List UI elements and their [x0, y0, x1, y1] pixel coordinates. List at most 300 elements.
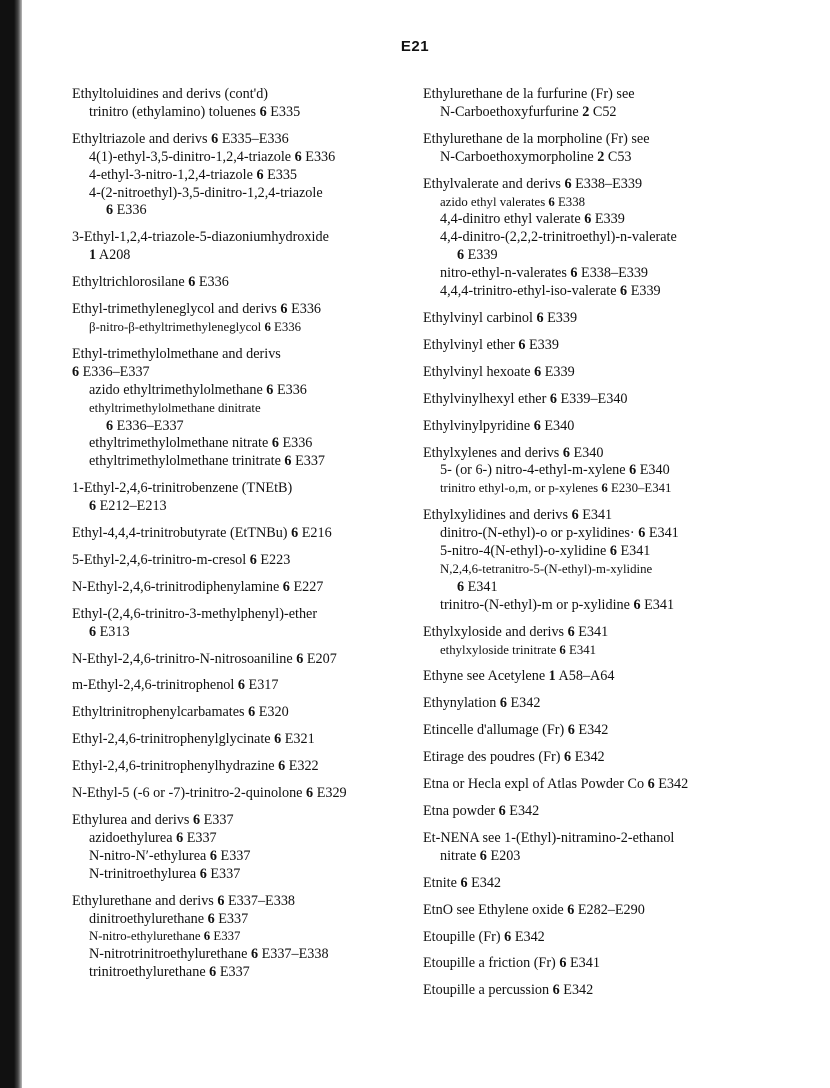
volume-number: 6: [504, 928, 512, 945]
index-entry: [423, 830, 808, 866]
page-reference: E336–E337: [116, 417, 184, 434]
volume-number: 6: [237, 677, 245, 694]
entry-heading: [423, 929, 808, 947]
volume-number: 6: [106, 202, 114, 219]
index-entry: [72, 893, 424, 983]
entry-term: 4,4-dinitro ethyl valerate: [440, 211, 581, 228]
index-entry: [423, 86, 808, 122]
page-reference: E342: [574, 749, 605, 766]
page-reference: E339–E340: [560, 390, 628, 407]
volume-number: 6: [296, 650, 304, 667]
entry-term: Et-NENA see 1-(Ethyl)-nitramino-2-ethanol: [423, 829, 675, 846]
entry-subline: [423, 462, 808, 480]
volume-number: 6: [638, 525, 646, 542]
index-entry: [423, 310, 808, 328]
volume-number: 6: [250, 946, 259, 963]
page-reference: E337: [210, 865, 241, 882]
entry-heading: [423, 830, 808, 848]
volume-number: 6: [249, 551, 257, 568]
page-reference: E207: [306, 650, 337, 667]
page-reference: E282–E290: [577, 901, 645, 918]
page-reference: E329: [316, 785, 347, 802]
volume-number: 6: [264, 319, 271, 334]
page-reference: E227: [293, 578, 324, 595]
index-entry: [423, 929, 808, 947]
entry-term: Ethyltoluidines and derivs (cont'd): [72, 86, 269, 102]
page-reference: E341: [648, 525, 679, 542]
entry-term: N-nitro-N′-ethylurea: [89, 847, 207, 864]
index-column-right: [423, 86, 808, 1000]
entry-heading: [72, 677, 424, 695]
volume-number: 6: [629, 462, 637, 479]
index-entry: [423, 418, 808, 436]
volume-number: 6: [620, 283, 628, 300]
volume-number: 6: [559, 642, 566, 657]
entry-subline: [423, 642, 808, 660]
page-reference: E336–E337: [82, 363, 150, 380]
entry-term: N-Carboethoxyfurfurine: [440, 103, 579, 120]
entry-heading: [72, 274, 424, 292]
entry-heading: [72, 229, 424, 247]
volume-number: 6: [567, 901, 575, 918]
entry-subline: [423, 229, 808, 247]
entry-term: ethylxyloside trinitrate: [440, 642, 557, 657]
entry-term: 5-nitro-4(N-ethyl)-o-xylidine: [440, 543, 607, 560]
entry-subline: [72, 624, 424, 642]
index-entry: [423, 695, 808, 713]
entry-subline: [72, 964, 424, 982]
volume-number: 6: [89, 623, 97, 640]
entry-term: Ethyl-4,4,4-trinitrobutyrate (EtTNBu): [72, 525, 288, 542]
entry-heading: [423, 391, 808, 409]
page-reference: E337–E338: [228, 892, 296, 909]
page-reference: E335–E336: [221, 130, 289, 147]
entry-term: trinitro ethyl-o,m, or p-xylenes: [440, 481, 599, 496]
entry-heading: [423, 902, 808, 920]
volume-number: 6: [203, 929, 211, 944]
entry-term: Ethyl-2,4,6-trinitrophenylhydrazine: [72, 758, 275, 775]
page-reference: E337: [213, 929, 241, 944]
entry-heading: [423, 131, 808, 149]
entry-term: N,2,4,6-tetranitro-5-(N-ethyl)-m-xylidine: [440, 561, 653, 576]
entry-heading: [72, 131, 424, 149]
entry-heading: [72, 579, 424, 597]
entry-term: Ethylvinyl hexoate: [423, 363, 531, 380]
index-entry: [72, 812, 424, 884]
volume-number: 6: [549, 390, 557, 407]
entry-subline: [423, 283, 808, 301]
entry-term: ethyltrimethylolmethane dinitrate: [89, 400, 261, 415]
volume-number: 6: [633, 596, 641, 613]
index-entry: [72, 785, 424, 803]
page-reference: E338–E339: [581, 265, 649, 282]
entry-heading: [423, 749, 808, 767]
volume-number: 6: [570, 265, 578, 282]
page-reference: E223: [260, 551, 291, 568]
volume-number: 6: [278, 758, 286, 775]
entry-term: 3-Ethyl-1,2,4-triazole-5-diazoniumhydroxide: [72, 229, 329, 246]
volume-number: 6: [282, 578, 290, 595]
entry-term: m-Ethyl-2,4,6-trinitrophenol: [72, 677, 235, 694]
index-entry: [423, 749, 808, 767]
entry-heading: [423, 695, 808, 713]
page-reference: E340: [573, 444, 604, 461]
page-reference: E338–E339: [575, 175, 643, 192]
entry-term: 1-Ethyl-2,4,6-trinitrobenzene (TNEtB): [72, 480, 293, 497]
entry-subline: [72, 167, 424, 185]
entry-term: Etoupille (Fr): [423, 928, 501, 945]
entry-term: N-Carboethoxymorpholine: [440, 148, 594, 165]
entry-heading: [423, 364, 808, 382]
index-entry: [423, 507, 808, 614]
index-entry: [423, 902, 808, 920]
entry-heading: [72, 301, 424, 319]
index-entry: [72, 525, 424, 543]
entry-term: 4,4,4-trinitro-ethyl-iso-valerate: [440, 283, 617, 300]
volume-number: 6: [271, 435, 279, 452]
index-entry: [72, 704, 424, 722]
volume-number: 6: [609, 543, 617, 560]
page-reference: E342: [471, 874, 502, 891]
volume-number: 6: [280, 301, 288, 318]
page-reference: E320: [258, 704, 289, 721]
page-reference: A58–A64: [558, 668, 615, 685]
entry-term: Etirage des poudres (Fr): [423, 749, 561, 766]
entry-subline: [72, 319, 424, 337]
index-entry: [423, 445, 808, 499]
entry-term: N-Ethyl-2,4,6-trinitro-N-nitrosoaniline: [72, 650, 293, 667]
entry-term: Ethylurethane de la morpholine (Fr) see: [423, 130, 650, 147]
entry-term: trinitro-(N-ethyl)-m or p-xylidine: [440, 596, 630, 613]
index-entry: [72, 758, 424, 776]
page-reference: E321: [284, 731, 315, 748]
volume-number: 6: [564, 749, 572, 766]
page-reference: E336: [274, 319, 302, 334]
entry-subline: [72, 185, 424, 203]
volume-number: 6: [209, 964, 217, 981]
entry-term: ethyltrimethylolmethane trinitrate: [89, 453, 281, 470]
entry-heading: [423, 722, 808, 740]
page-reference: E339: [529, 336, 559, 353]
page-reference: E341: [569, 642, 597, 657]
page-reference: E336: [116, 202, 147, 219]
entry-term: N-trinitroethylurea: [89, 865, 197, 882]
index-entry: [72, 274, 424, 292]
volume-number: 6: [266, 381, 274, 398]
page-reference: E342: [578, 722, 609, 739]
volume-number: 6: [284, 453, 292, 470]
entry-term: Etna powder: [423, 803, 496, 819]
volume-number: 6: [567, 623, 575, 640]
volume-number: 6: [559, 955, 567, 972]
volume-number: 6: [89, 498, 97, 515]
entry-subline: [72, 453, 424, 471]
entry-subline: [72, 400, 424, 418]
entry-term: Etoupille a friction (Fr): [423, 955, 556, 972]
entry-heading: [72, 704, 424, 722]
entry-subline: [72, 149, 424, 167]
page-reference: E339: [594, 211, 625, 228]
entry-subline: [423, 597, 808, 615]
page-reference: E337: [218, 910, 249, 927]
index-column-left: [72, 86, 424, 982]
entry-subline: [72, 382, 424, 400]
entry-heading: [423, 507, 808, 525]
entry-heading: [423, 875, 808, 893]
entry-subline: [72, 830, 424, 848]
entry-term: Ethylxylenes and derivs: [423, 444, 560, 461]
entry-subline: [423, 525, 808, 543]
entry-term: N-Ethyl-2,4,6-trinitrodiphenylamine: [72, 578, 280, 595]
entry-subline: [72, 866, 424, 884]
page-reference: E341: [644, 596, 675, 613]
entry-heading: [72, 552, 424, 570]
page-reference: E342: [509, 803, 540, 819]
volume-number: 6: [584, 211, 592, 228]
entry-subline: [423, 543, 808, 561]
index-entry: [423, 337, 808, 355]
entry-term: 5- (or 6-) nitro-4-ethyl-m-xylene: [440, 462, 626, 479]
entry-subline: [423, 247, 808, 265]
volume-number: 6: [460, 874, 468, 891]
page-reference: E336: [282, 435, 313, 452]
entry-term: Ethylxylidines and derivs: [423, 507, 569, 524]
page-reference: E336: [305, 148, 336, 165]
entry-term: azidoethylurea: [89, 829, 173, 846]
volume-number: 6: [306, 785, 314, 802]
volume-number: 6: [274, 731, 282, 748]
page-reference: A208: [98, 247, 131, 264]
page-reference: E340: [639, 462, 670, 479]
page-reference: E322: [288, 758, 319, 775]
page-reference: E335: [267, 166, 298, 183]
page-binding-shadow: [0, 0, 22, 1088]
index-entry: [72, 606, 424, 642]
volume-number: 6: [457, 247, 465, 264]
index-entry: [72, 346, 424, 471]
volume-number: 2: [582, 103, 590, 120]
page-reference: E339: [547, 309, 578, 326]
page-reference: E336: [198, 274, 229, 291]
volume-number: 6: [564, 175, 572, 192]
entry-term: trinitro (ethylamino) toluenes: [89, 103, 257, 120]
entry-term: Ethylvinyl carbinol: [423, 309, 533, 326]
volume-number: 6: [209, 847, 217, 864]
entry-term: Ethyl-2,4,6-trinitrophenylglycinate: [72, 731, 271, 748]
entry-subline: [72, 418, 424, 436]
entry-term: Ethylurethane de la furfurine (Fr) see: [423, 86, 635, 102]
entry-term: azido ethyl valerates: [440, 194, 546, 209]
page-reference: E337: [295, 453, 326, 470]
entry-term: β-nitro-β-ethyltrimethyleneglycol: [89, 319, 262, 334]
entry-heading: [72, 606, 424, 624]
entry-heading: [72, 893, 424, 911]
volume-number: 6: [211, 130, 219, 147]
entry-heading: [423, 176, 808, 194]
entry-heading: [423, 982, 808, 1000]
index-entry: [423, 668, 808, 686]
entry-term: Ethylvinyl ether: [423, 336, 515, 353]
entry-subline: [423, 848, 808, 866]
entry-heading: [423, 668, 808, 686]
index-entry: [72, 301, 424, 337]
entry-subline: [72, 202, 424, 220]
index-entry: [72, 480, 424, 516]
entry-term: dinitroethylurethane: [89, 910, 205, 927]
entry-term: Ethylurethane and derivs: [72, 892, 214, 909]
page-reference: E337: [219, 964, 250, 981]
entry-term: Ethynylation: [423, 695, 497, 712]
volume-number: 6: [567, 722, 575, 739]
entry-heading: [423, 337, 808, 355]
index-entry: [72, 677, 424, 695]
volume-number: 6: [518, 336, 526, 353]
volume-number: 6: [647, 776, 655, 793]
entry-heading: [72, 731, 424, 749]
volume-number: 1: [548, 668, 556, 685]
entry-heading: [423, 310, 808, 328]
entry-heading: [423, 776, 808, 794]
entry-heading: [423, 418, 808, 436]
page-header: E21: [400, 38, 430, 55]
volume-number: 6: [106, 417, 114, 434]
entry-subline: [423, 265, 808, 283]
page-reference: E230–E341: [610, 481, 672, 496]
volume-number: 6: [601, 481, 608, 496]
entry-subline: [423, 104, 808, 122]
volume-number: 2: [597, 148, 605, 165]
entry-subline: [72, 946, 424, 964]
entry-term: ethyltrimethylolmethane nitrate: [89, 435, 269, 452]
entry-subline: [72, 247, 424, 265]
entry-heading: [72, 480, 424, 498]
volume-number: 1: [89, 247, 97, 264]
index-entry: [72, 86, 424, 122]
page-reference: E341: [578, 623, 609, 640]
index-entry: [423, 364, 808, 382]
page-reference: E313: [99, 623, 130, 640]
entry-subline: [72, 928, 424, 946]
page-reference: E203: [490, 847, 521, 864]
volume-number: 6: [256, 166, 264, 183]
entry-term: Ethylurea and derivs: [72, 812, 190, 828]
page-reference: E337: [186, 829, 217, 846]
entry-term: Etincelle d'allumage (Fr): [423, 722, 565, 739]
entry-term: nitrate: [440, 847, 477, 864]
entry-heading: [423, 86, 808, 104]
entry-term: Ethylxyloside and derivs: [423, 623, 565, 640]
volume-number: 6: [499, 695, 507, 712]
entry-term: Ethyltriazole and derivs: [72, 130, 208, 147]
entry-term: N-Ethyl-5 (-6 or -7)-trinitro-2-quinolone: [72, 785, 303, 802]
index-entry: [72, 552, 424, 570]
page-reference: E339: [544, 363, 575, 380]
page-reference: E339: [630, 283, 661, 300]
entry-term: azido ethyltrimethylolmethane: [89, 381, 263, 398]
entry-term: N-nitrotrinitroethylurethane: [89, 946, 248, 963]
entry-subline: [72, 848, 424, 866]
entry-term: N-nitro-ethylurethane: [89, 929, 201, 944]
entry-term: 5-Ethyl-2,4,6-trinitro-m-cresol: [72, 551, 247, 568]
volume-number: 6: [498, 803, 506, 819]
entry-term: Ethyl-trimethyleneglycol and derivs: [72, 301, 277, 318]
page-reference: E337–E338: [261, 946, 329, 963]
entry-subline: [423, 149, 808, 167]
entry-term: Ethyl-(2,4,6-trinitro-3-methylphenyl)-ether: [72, 605, 318, 622]
entry-subline: [423, 480, 808, 498]
page-reference: E317: [248, 677, 279, 694]
entry-heading: [72, 758, 424, 776]
page-reference: E342: [510, 695, 541, 712]
entry-term: dinitro-(N-ethyl)-o or p-xylidines·: [440, 525, 635, 542]
volume-number: 6: [176, 829, 184, 846]
entry-heading: [423, 955, 808, 973]
volume-number: 6: [552, 982, 560, 999]
index-entry: [423, 982, 808, 1000]
volume-number: 6: [534, 363, 542, 380]
page-reference: E335: [270, 103, 301, 120]
volume-number: 6: [294, 148, 302, 165]
volume-number: 6: [548, 194, 555, 209]
volume-number: 6: [259, 103, 267, 120]
index-entry: [423, 176, 808, 301]
page-reference: E342: [658, 776, 689, 793]
page-reference: E337: [220, 847, 251, 864]
index-entry: [423, 391, 808, 409]
page-reference: E337: [203, 812, 234, 828]
entry-term: Ethyne see Acetylene: [423, 668, 546, 685]
entry-heading: [72, 86, 424, 104]
index-entry: [423, 875, 808, 893]
volume-number: 6: [207, 910, 215, 927]
entry-term: Ethyltrichlorosilane: [72, 274, 185, 291]
entry-subline: [72, 364, 424, 382]
page-reference: E338: [557, 194, 585, 209]
entry-term: Ethylvinylhexyl ether: [423, 390, 547, 407]
index-entry: [423, 955, 808, 973]
entry-heading: [423, 624, 808, 642]
volume-number: 6: [562, 444, 570, 461]
volume-number: 6: [188, 274, 196, 291]
volume-number: 6: [533, 417, 541, 434]
page-reference: E340: [544, 417, 575, 434]
volume-number: 6: [536, 309, 544, 326]
entry-heading: [72, 525, 424, 543]
entry-term: 4(1)-ethyl-3,5-dinitro-1,2,4-triazole: [89, 148, 292, 165]
entry-heading: [423, 445, 808, 463]
volume-number: 6: [192, 812, 201, 828]
index-entry: [423, 131, 808, 167]
entry-term: Ethyltrinitrophenylcarbamates: [72, 704, 245, 721]
entry-heading: [72, 785, 424, 803]
volume-number: 6: [457, 578, 465, 595]
index-entry: [72, 579, 424, 597]
volume-number: 6: [72, 363, 80, 380]
index-entry: [72, 731, 424, 749]
page-reference: E336: [291, 301, 322, 318]
entry-term: Etoupille a percussion: [423, 982, 550, 999]
entry-subline: [423, 561, 808, 579]
entry-subline: [72, 435, 424, 453]
page-reference: C53: [607, 148, 632, 165]
entry-heading: [72, 812, 424, 830]
page-reference: E341: [569, 955, 600, 972]
entry-term: Ethyl-trimethylolmethane and derivs: [72, 345, 281, 362]
volume-number: 6: [248, 704, 256, 721]
page-reference: E342: [514, 928, 545, 945]
index-entry: [72, 131, 424, 221]
volume-number: 6: [291, 525, 299, 542]
